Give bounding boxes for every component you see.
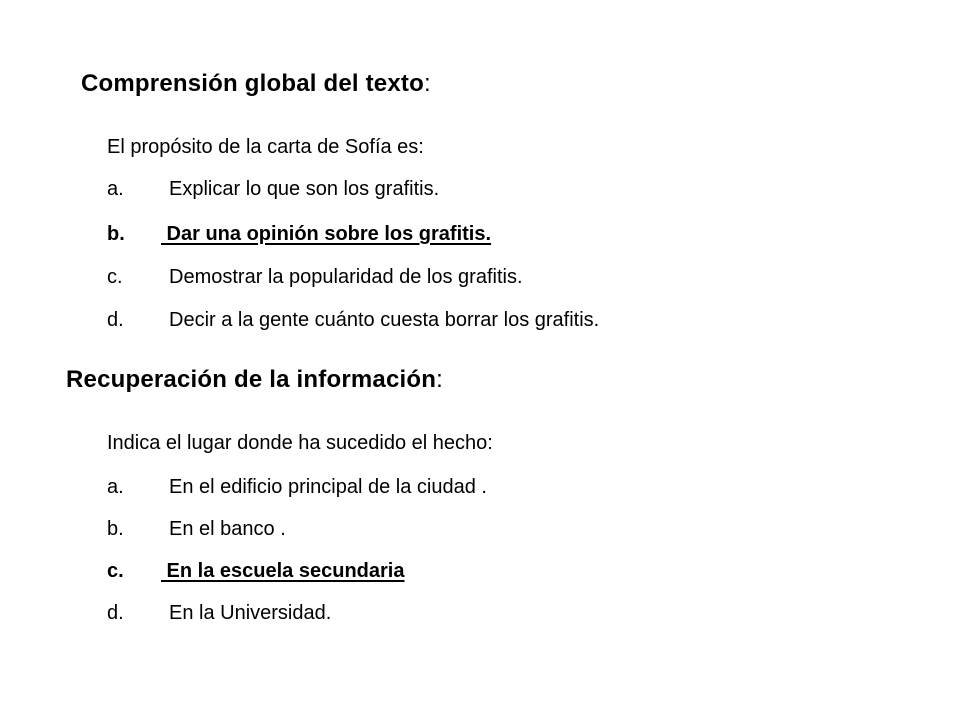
option-text: En la Universidad. — [169, 602, 332, 624]
option-letter: b. — [107, 223, 125, 245]
section1-title: Comprensión global del texto — [81, 70, 424, 97]
option-text: Dar una opinión sobre los grafitis. — [161, 223, 492, 245]
option-text: En la escuela secundaria — [161, 560, 405, 582]
option-letter: c. — [107, 266, 123, 288]
option-text: En el edificio principal de la ciudad . — [169, 476, 487, 498]
option-letter: c. — [107, 560, 124, 582]
section2-heading — [66, 366, 443, 394]
section1-colon: : — [423, 70, 431, 97]
option-text: Decir a la gente cuánto cuesta borrar los grafitis. — [169, 309, 600, 331]
option-letter: a. — [107, 476, 124, 498]
option-letter: d. — [107, 602, 124, 624]
option-text: Demostrar la popularidad de los grafitis. — [169, 266, 523, 288]
option-letter: a. — [107, 178, 124, 200]
section1-heading — [81, 70, 431, 98]
section2-question: Indica el lugar donde ha sucedido el hecho: — [107, 432, 493, 454]
section1-question: El propósito de la carta de Sofía es: — [107, 136, 424, 158]
section2-colon: : — [436, 366, 443, 393]
option-text: Explicar lo que son los grafitis. — [169, 178, 440, 200]
option-letter: b. — [107, 518, 124, 540]
option-letter: d. — [107, 309, 124, 331]
section2-title: Recuperación de la información — [66, 366, 437, 393]
option-text: En el banco . — [169, 518, 286, 540]
